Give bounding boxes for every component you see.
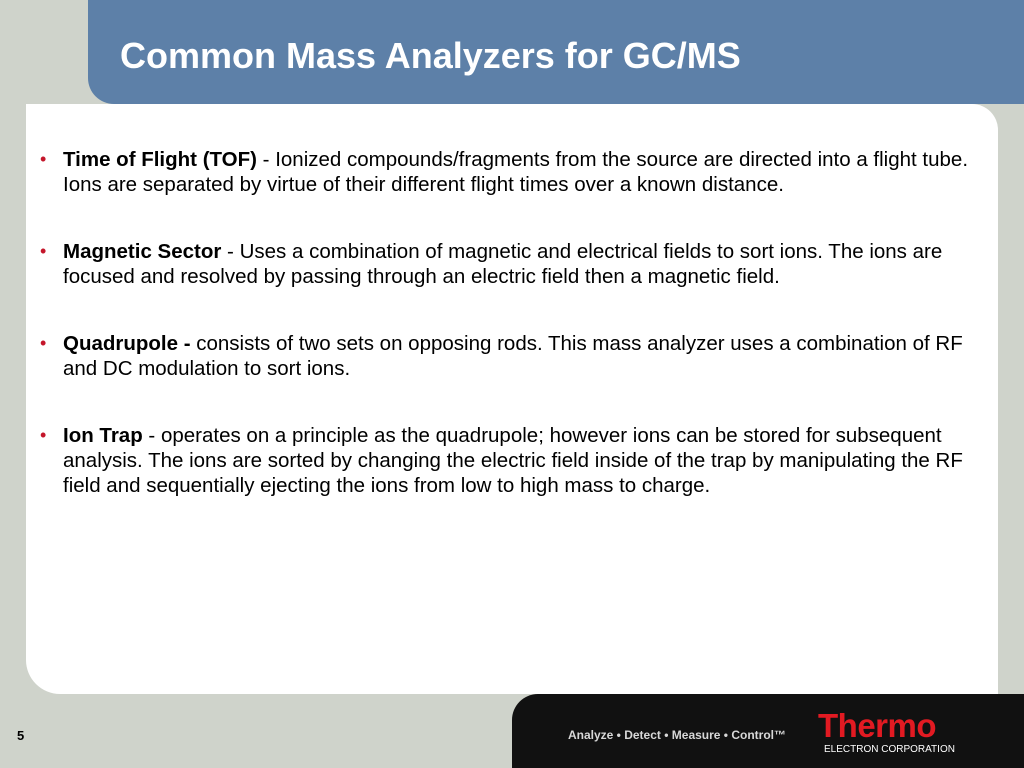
- thermo-logo: [818, 708, 968, 758]
- logo-subtitle: ELECTRON CORPORATION: [824, 744, 955, 755]
- bullet-text: - Uses a combination of magnetic and electrical fields to sort ions. The ions are focused and resolved by passing through an electric field then a magnetic field.: [63, 240, 943, 288]
- page-number: 5: [17, 728, 25, 743]
- bullet-item-magnetic-sector: [40, 239, 980, 289]
- bullet-text: consists of two sets on opposing rods. This mass analyzer uses a combination of RF and DC modulation to sort ions.: [63, 332, 963, 380]
- bullet-item-quadrupole: [40, 331, 980, 381]
- bullet-text: - operates on a principle as the quadrupole; however ions can be stored for subsequent analysis. The ions are sorted by changing the electric field inside of the trap by manipulating the RF field and sequentially ejecting the ions from low to high mass to charge.: [63, 424, 963, 497]
- bullet-item-ion-trap: [40, 423, 980, 498]
- bullet-dot: •: [40, 149, 47, 169]
- bullet-item-tof: [40, 147, 980, 197]
- bullet-list: [40, 147, 980, 540]
- bullet-term: Magnetic Sector: [63, 240, 222, 263]
- logo-wordmark: Thermo: [818, 707, 937, 744]
- bullet-term: Quadrupole -: [63, 332, 191, 355]
- bullet-term: Time of Flight (TOF): [63, 148, 257, 171]
- bullet-dot: •: [40, 425, 47, 445]
- bullet-dot: •: [40, 333, 47, 353]
- slide-title: Common Mass Analyzers for GC/MS: [120, 35, 741, 76]
- tagline: Analyze • Detect • Measure • Control™: [568, 728, 786, 742]
- bullet-text: - Ionized compounds/fragments from the source are directed into a flight tube. Ions are separated by virtue of their different flight times over a known distance.: [63, 148, 969, 196]
- bullet-term: Ion Trap: [63, 424, 143, 447]
- bullet-dot: •: [40, 241, 47, 261]
